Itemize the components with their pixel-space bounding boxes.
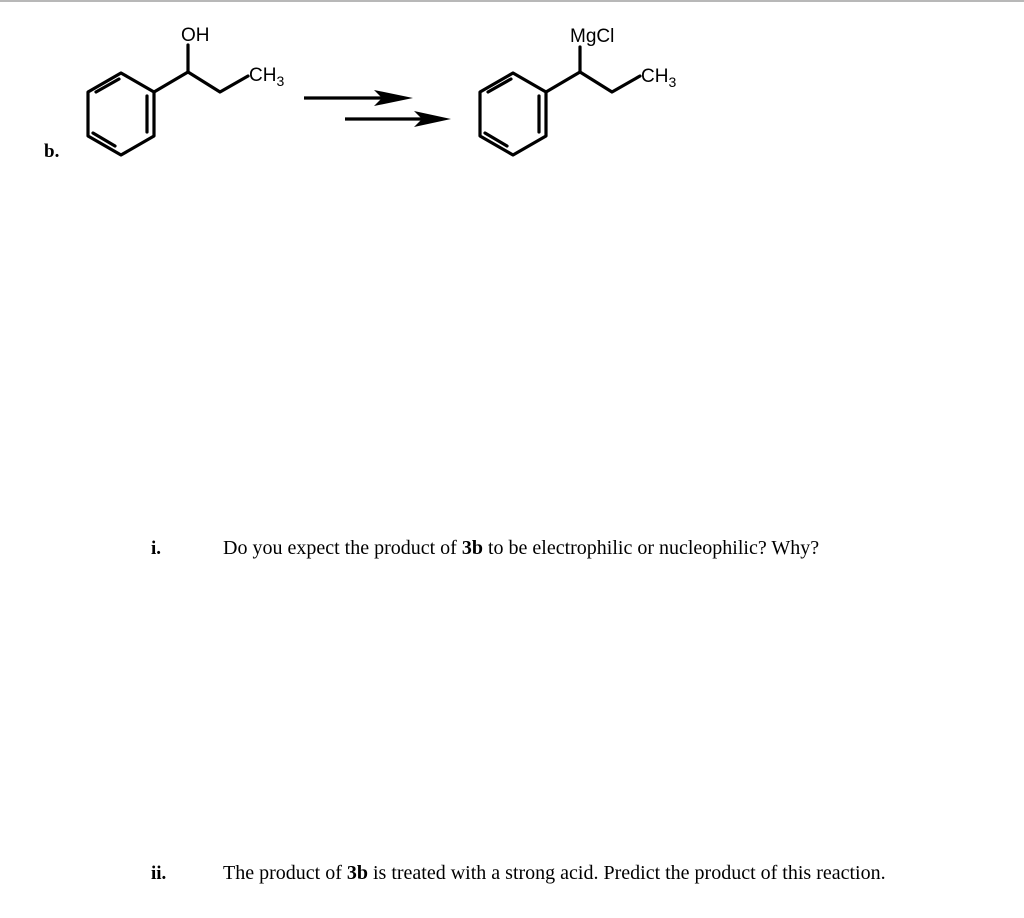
reaction-arrows-icon: [304, 90, 451, 127]
part-label: b.: [44, 141, 60, 162]
side-chain-bonds: [154, 45, 248, 92]
reactant-structure: [88, 25, 284, 155]
magnesium-chloride-label: MgCl: [570, 26, 615, 47]
reaction-scheme: [0, 0, 1024, 200]
benzene-ring-icon: [480, 73, 546, 155]
methyl-label: $CH_3$: [249, 65, 285, 89]
question-text-i: Do you expect the product of 3b to be electrophilic or nucleophilic? Why?: [223, 537, 820, 559]
question-number-ii: ii.: [151, 863, 167, 884]
hydroxyl-label: OH: [181, 25, 210, 46]
question-text-ii: The product of 3b is treated with a strong acid. Predict the product of this reaction.: [223, 862, 886, 884]
methyl-label: $CH_3$: [641, 66, 677, 90]
side-chain-bonds: [546, 47, 640, 92]
product-structure: [480, 26, 676, 155]
benzene-ring-icon: [88, 73, 154, 155]
question-number-i: i.: [151, 538, 162, 559]
